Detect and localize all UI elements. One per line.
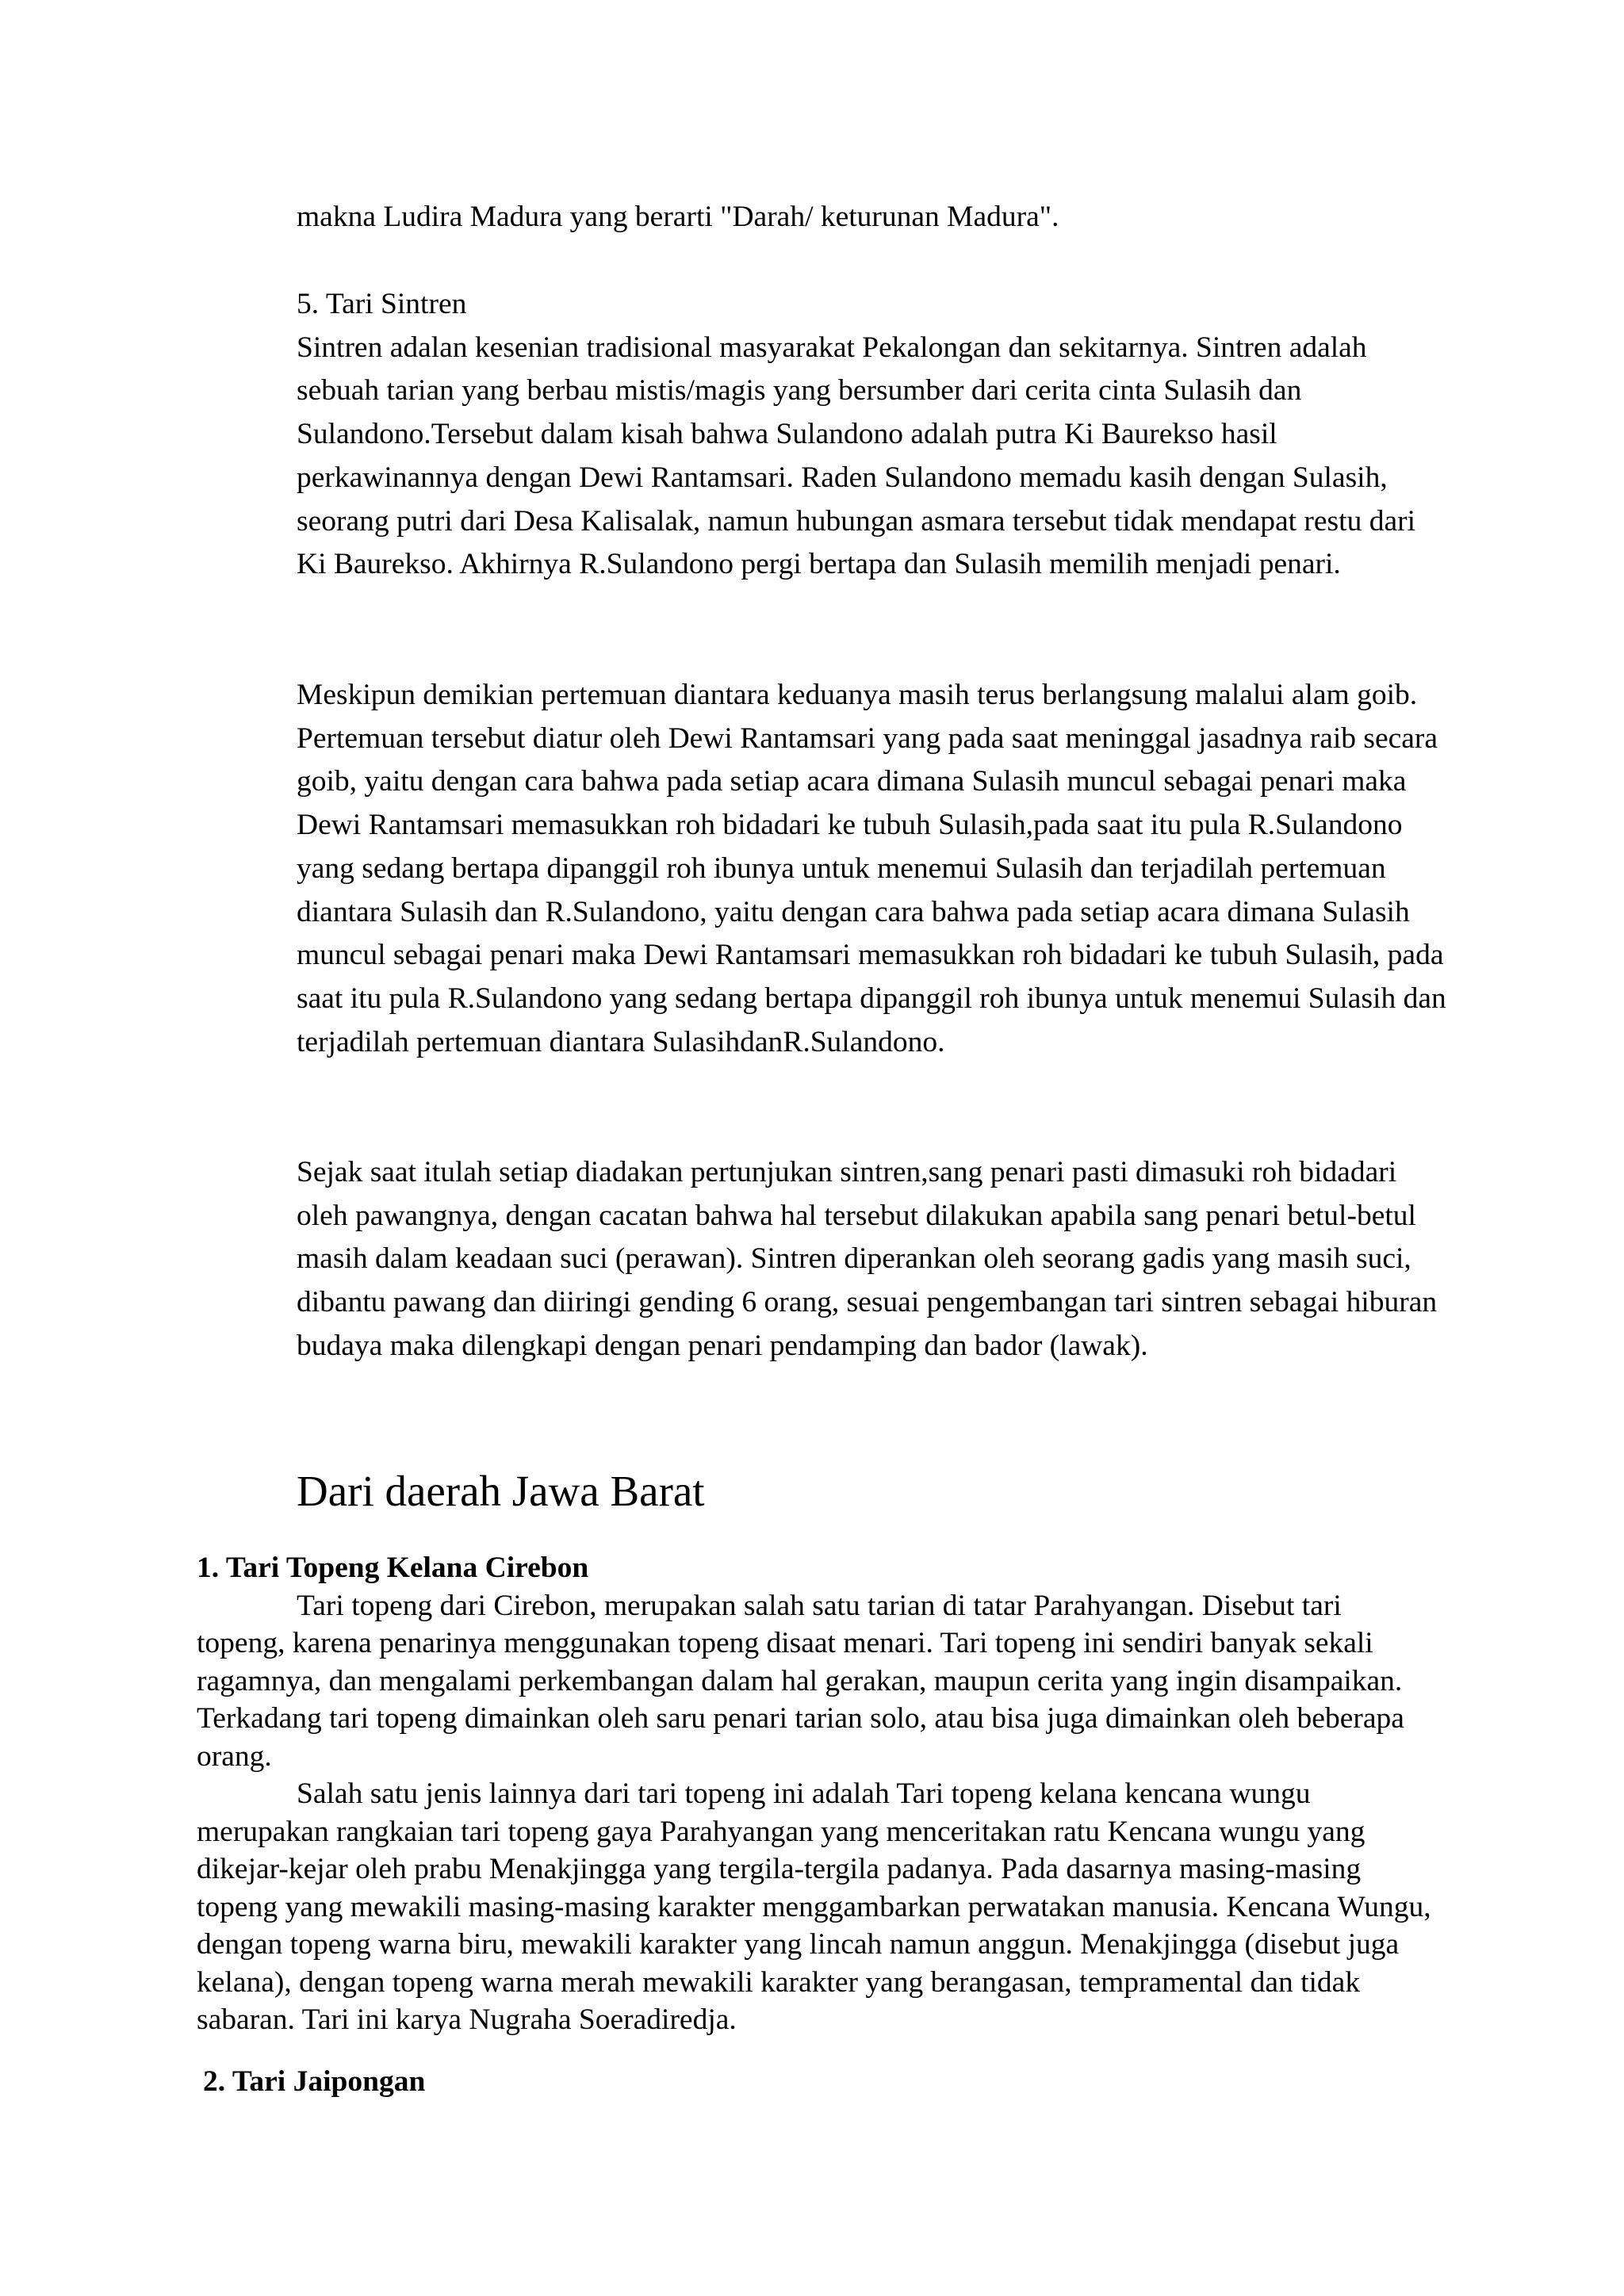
intro-line: makna Ludira Madura yang berarti "Darah/ keturunan Madura". <box>297 201 1059 233</box>
section-heading-jawa-barat: Dari daerah Jawa Barat <box>297 1467 705 1515</box>
sintren-paragraph-3-block <box>297 1151 1446 1368</box>
topeng-section <box>197 1549 1434 2039</box>
topeng-title: 1. Tari Topeng Kelana Cirebon <box>197 1552 589 1584</box>
sintren-paragraph-3: Sejak saat itulah setiap diadakan pertunjukan sintren,sang penari pasti dimasuki roh bidadari oleh pawangnya, dengan cacatan bahwa hal tersebut dilakukan apabila sang penari betul-betul masih dalam keadaan suci (perawan). Sintren diperankan oleh seorang gadis yang masih suci, dibantu pawang dan diiringi gending 6 orang, sesuai pengembangan tari sintren sebagai hiburan budaya maka dilengkapi dengan penari pendamping dan bador (lawak). <box>297 1156 1438 1362</box>
sintren-paragraph-2-block <box>297 674 1446 1064</box>
sintren-section <box>297 283 1446 587</box>
jaipongan-title: 2. Tari Jaipongan <box>203 2065 426 2098</box>
sintren-title: 5. Tari Sintren <box>297 288 467 320</box>
topeng-paragraph-2: Salah satu jenis lainnya dari tari topeng ini adalah Tari topeng kelana kencana wungu merupakan rangkaian tari topeng gaya Parahyangan yang menceritakan ratu Kencana wungu yang dikejar-kejar oleh prabu Menakjingga yang tergila-tergila padanya. Pada dasarnya masing-masing topeng yang mewakili masing-masing karakter menggambarkan perwatakan manusia. Kencana Wungu, dengan topeng warna biru, mewakili karakter yang lincah namun anggun. Menakjingga (disebut juga kelana), dengan topeng warna merah mewakili karakter yang berangasan, tempramental dan tidak sabaran. Tari ini karya Nugraha Soeradiredja. <box>197 1777 1431 2036</box>
jaipongan-section <box>203 2063 1440 2101</box>
topeng-paragraph-1: Tari topeng dari Cirebon, merupakan salah satu tarian di tatar Parahyangan. Disebut tari topeng, karena penarinya menggunakan topeng disaat menari. Tari topeng ini sendiri banyak sekali ragamnya, dan mengalami perkembangan dalam hal gerakan, maupun cerita yang ingin disampaikan. Terkadang tari topeng dimainkan oleh saru penari tarian solo, atau bisa juga dimainkan oleh beberapa orang. <box>197 1589 1404 1773</box>
intro-line-block <box>297 196 1446 239</box>
sintren-paragraph-1: Sintren adalan kesenian tradisional masyarakat Pekalongan dan sekitarnya. Sintren adalah sebuah tarian yang berbau mistis/magis yang bersumber dari cerita cinta Sulasih dan Sulandono.Tersebut dalam kisah bahwa Sulandono adalah putra Ki Baurekso hasil perkawinannya dengan Dewi Rantamsari. Raden Sulandono memadu kasih dengan Sulasih, seorang putri dari Desa Kalisalak, namun hubungan asmara tersebut tidak mendapat restu dari Ki Baurekso. Akhirnya R.Sulandono pergi bertapa dan Sulasih memilih menjadi penari. <box>297 331 1415 581</box>
sintren-paragraph-2: Meskipun demikian pertemuan diantara keduanya masih terus berlangsung malalui alam goib. Pertemuan tersebut diatur oleh Dewi Rantamsari yang pada saat meninggal jasadnya raib secara goib, yaitu dengan cara bahwa pada setiap acara dimana Sulasih muncul sebagai penari maka Dewi Rantamsari memasukkan roh bidadari ke tubuh Sulasih,pada saat itu pula R.Sulandono yang sedang bertapa dipanggil roh ibunya untuk menemui Sulasih dan terjadilah pertemuan diantara Sulasih dan R.Sulandono, yaitu dengan cara bahwa pada setiap acara dimana Sulasih muncul sebagai penari maka Dewi Rantamsari memasukkan roh bidadari ke tubuh Sulasih, pada saat itu pula R.Sulandono yang sedang bertapa dipanggil roh ibunya untuk menemui Sulasih dan terjadilah pertemuan diantara SulasihdanR.Sulandono. <box>297 679 1446 1058</box>
